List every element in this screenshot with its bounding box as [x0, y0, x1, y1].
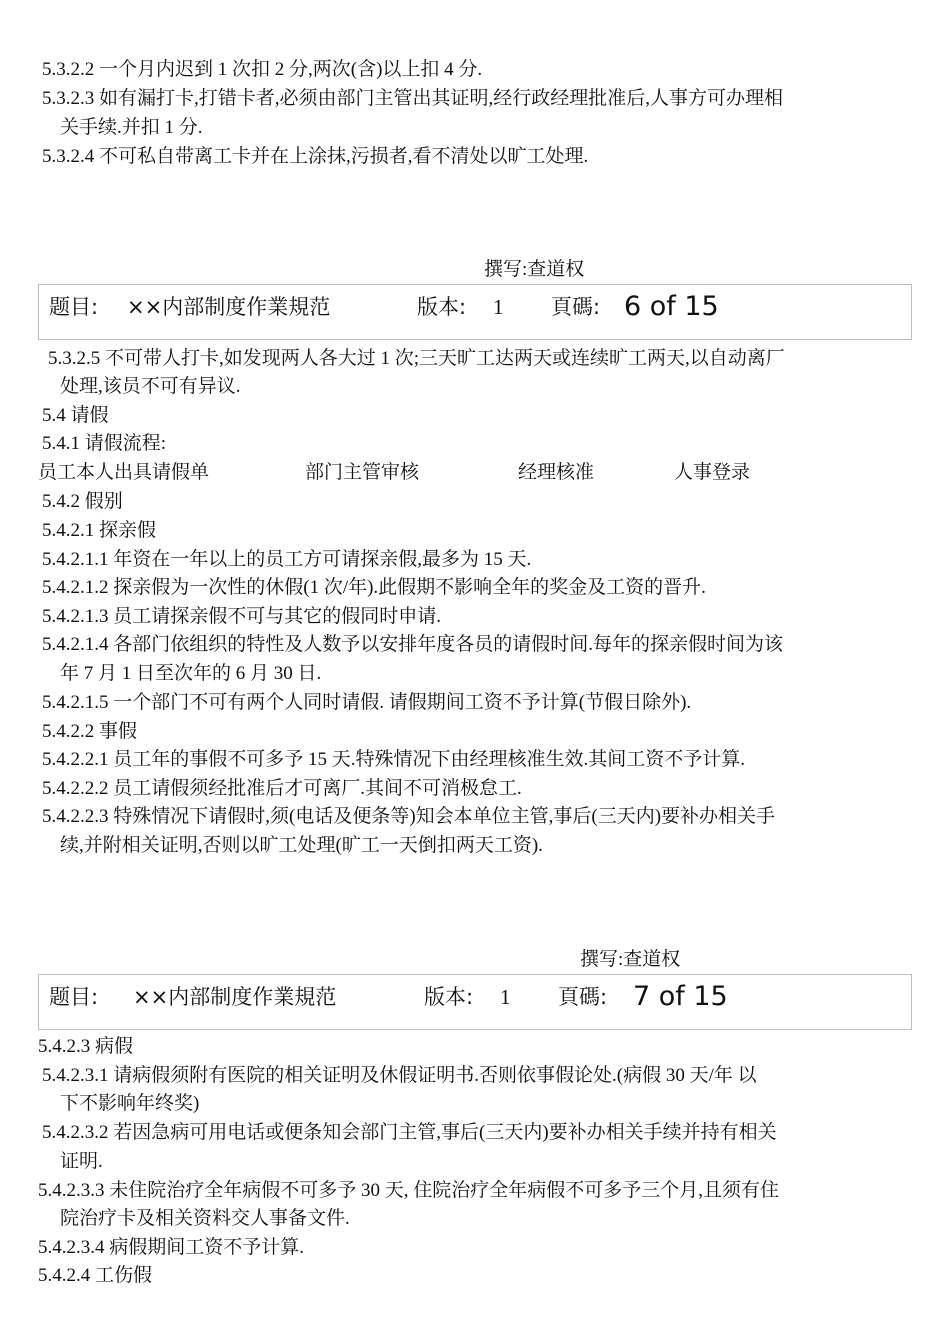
- text-line: 关手续.并扣 1 分.: [60, 117, 203, 138]
- text-line: 5.4.2.3.1 请病假须附有医院的相关证明及休假证明书.否则依事假论处.(病假 30 天/年 以: [42, 1065, 757, 1086]
- text-line: 5.4 请假: [42, 405, 109, 426]
- page-label: 頁碼:: [558, 985, 608, 1009]
- text-line: 5.3.2.4 不可私自带离工卡并在上涂抹,污损者,看不清处以旷工处理.: [42, 146, 589, 167]
- version-value: 1: [500, 985, 511, 1009]
- page-label: 頁碼:: [551, 295, 601, 319]
- text-line: 5.3.2.2 一个月内迟到 1 次扣 2 分,两次(含)以上扣 4 分.: [42, 59, 483, 80]
- text-line: 年 7 月 1 日至次年的 6 月 30 日.: [60, 663, 322, 684]
- page-header: [38, 284, 912, 340]
- version-label: 版本:: [417, 295, 467, 319]
- page-number: 6 of 15: [624, 291, 719, 322]
- version-label: 版本:: [424, 985, 474, 1009]
- text-line: 5.4.2 假别: [42, 491, 123, 512]
- author-label: 撰写:查道权: [580, 949, 681, 970]
- title-label: 题目:: [49, 985, 99, 1009]
- version-value: 1: [493, 295, 504, 319]
- flow-step: 部门主管审核: [305, 462, 420, 483]
- text-line: 证明.: [60, 1151, 103, 1172]
- text-line: 5.4.2.2.2 员工请假须经批准后才可离厂.其间不可消极怠工.: [42, 778, 522, 799]
- author-label: 撰写:查道权: [484, 259, 585, 280]
- text-line: 5.4.2.1.4 各部门依组织的特性及人数予以安排年度各员的请假时间.每年的探亲假时间为该: [42, 634, 784, 655]
- text-line: 5.4.2.2 事假: [42, 721, 138, 742]
- text-line: 5.4.2.1.2 探亲假为一次性的休假(1 次/年).此假期不影响全年的奖金及工资的晋升.: [42, 577, 706, 598]
- document-title: ××内部制度作業規范: [127, 295, 331, 319]
- text-line: 5.3.2.5 不可带人打卡,如发现两人各大过 1 次;三天旷工达两天或连续旷工两天,以自动离厂: [48, 348, 785, 369]
- document-title: ××内部制度作業規范: [133, 985, 337, 1009]
- text-line: 5.4.1 请假流程:: [42, 433, 167, 454]
- text-line: 5.3.2.3 如有漏打卡,打错卡者,必须由部门主管出其证明,经行政经理批准后,人事方可办理相: [42, 88, 784, 109]
- page-number: 7 of 15: [633, 981, 728, 1012]
- page-header: [38, 974, 912, 1030]
- text-line: 5.4.2.1.3 员工请探亲假不可与其它的假同时申请.: [42, 606, 442, 627]
- text-line: 5.4.2.1 探亲假: [42, 520, 157, 541]
- flow-step: 员工本人出具请假单: [38, 462, 210, 483]
- title-label: 题目:: [49, 295, 99, 319]
- text-line: 5.4.2.3.3 未住院治疗全年病假不可多予 30 天, 住院治疗全年病假不可多予三个月,且须有住: [38, 1180, 780, 1201]
- text-line: 院治疗卡及相关资料交人事备文件.: [60, 1208, 350, 1229]
- flow-step: 经理核准: [518, 462, 595, 483]
- text-line: 5.4.2.2.1 员工年的事假不可多予 15 天.特殊情况下由经理核准生效.其间工资不予计算.: [42, 749, 746, 770]
- text-line: 5.4.2.3.4 病假期间工资不予计算.: [38, 1237, 305, 1258]
- text-line: 处理,该员不可有异议.: [60, 376, 241, 397]
- text-line: 5.4.2.4 工伤假: [38, 1265, 153, 1286]
- text-line: 5.4.2.2.3 特殊情况下请假时,须(电话及便条等)知会本单位主管,事后(三天内)要补办相关手: [42, 806, 776, 827]
- flow-step: 人事登录: [674, 462, 751, 483]
- text-line: 续,并附相关证明,否则以旷工处理(旷工一天倒扣两天工资).: [60, 835, 543, 856]
- text-line: 5.4.2.1.1 年资在一年以上的员工方可请探亲假,最多为 15 天.: [42, 549, 532, 570]
- text-line: 5.4.2.3.2 若因急病可用电话或便条知会部门主管,事后(三天内)要补办相关手续并持有相关: [42, 1122, 777, 1143]
- text-line: 5.4.2.1.5 一个部门不可有两个人同时请假. 请假期间工资不予计算(节假日除外).: [42, 692, 692, 713]
- text-line: 5.4.2.3 病假: [38, 1036, 134, 1057]
- text-line: 下不影响年终奖): [60, 1093, 200, 1114]
